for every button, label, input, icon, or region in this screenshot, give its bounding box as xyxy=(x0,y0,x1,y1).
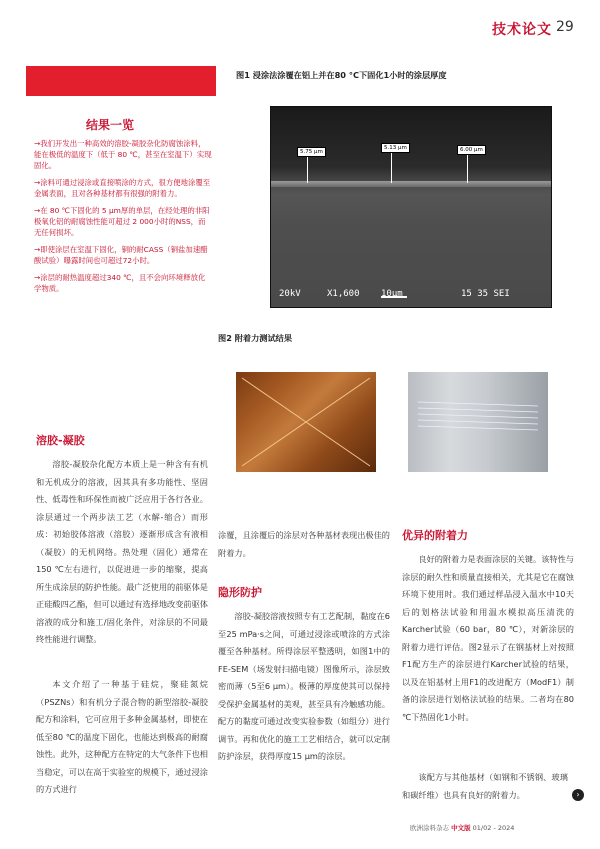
page-header xyxy=(0,0,600,54)
figure2-caption: 图2 附着力测试结果 xyxy=(218,333,293,343)
solgel-paragraph-1: 溶胶-凝胶杂化配方本质上是一种含有有机和无机成分的溶液，因其具有多功能性、坚固性、低毒性和环保性而被广泛应用于各行各业。涂层通过一个两步法工艺（水解-缩合）而形成：初始胶体溶液（溶胶）逐渐形成含有液相（凝胶）的无机网络。热处理（固化）通常在150 ℃左右进行，以促进进一步的缩聚，提高所生成涂层的防护性能。最广泛使用的前驱体是正硅酸四乙酯，但可以通过有选择地改变前驱体溶液的成分和施工/固化条件，对涂层的不同最终性能进行调整。 xyxy=(36,459,208,644)
footer-journal: 欧洲涂料杂志 xyxy=(410,824,449,832)
thickness-label: 6.00 μm xyxy=(457,145,486,155)
stealth-paragraph: 溶胶-凝胶溶液按照专有工艺配制，黏度在6至25 mPa·s之间，可通过浸涂或喷涂的方式涂覆至各种基材。所得涂层平整透明，如图1中的FE-SEM（场发射扫描电镜）图像所示，涂层致密而薄（5至6 μm）。极薄的厚度使其可以保持受保护金属基材的美观，甚至具有冷触感功能。配方的黏度可通过改变实验参数（如组分）进行调节。再和优化的施工工艺相结合，就可以定制防护涂层，获得厚度15 μm的涂层。 xyxy=(218,611,390,761)
adhesion-paragraph-1: 良好的附着力是表面涂层的关键。该特性与涂层的耐久性和质量直接相关，尤其是它在腐蚀环境下使用时。我们通过样品浸入温水中10天后的划格法试验和用温水模拟高压清洗的Karcher试验（60 bar，80 ℃），对新涂层的附着力进行评估。图2显示了在钢基材上对按照F1配方生产的涂层进行Karcher试验的结果，以及在铝基材上用F1的改进配方（ModF1）制备的涂层进行划格法试验的结果。二者均在80 ℃下热固化1小时。 xyxy=(402,554,574,722)
sem-footer xyxy=(271,283,551,303)
summary-item: →在 80 ℃下固化的 5 μm厚的单层，在经处理的非阳极氧化铝的耐腐蚀性能可超过 2 000小时的NSS，而无任何损坏。 xyxy=(34,206,210,237)
page-footer xyxy=(410,823,514,832)
summary-title: 结果一览 xyxy=(86,118,135,132)
sem-scale: 10μm xyxy=(381,289,403,299)
adhesion-paragraph-2: 该配方与其他基材（如钢和不锈钢、玻璃和碳纤维）也具有良好的附着力。 xyxy=(402,772,568,800)
heading-stealth: 隐形防护 xyxy=(218,586,262,599)
crosshatch-test-photo xyxy=(408,372,548,472)
next-page-icon[interactable]: › xyxy=(572,789,584,801)
thickness-label: 5.13 μm xyxy=(381,143,410,153)
footer-issue: 01/02 - 2024 xyxy=(472,824,515,832)
crosshatch-lines xyxy=(408,372,548,472)
summary-item: →即使涂层在室温下固化，铜的耐CASS（铜盐加速醋酸试验）曝露时间也可超过72小时。 xyxy=(34,245,208,265)
measure-line xyxy=(307,153,308,183)
summary-list xyxy=(34,138,212,300)
figure1-caption: 图1 浸涂法涂覆在铝上并在80 °C下固化1小时的涂层厚度 xyxy=(236,70,447,80)
sem-image xyxy=(270,106,552,308)
summary-item: →涂料可通过浸涂或直接喷涂的方式，很方便地涂覆至金属表面，且对各种基材都有很强的附着力。 xyxy=(34,178,211,198)
measure-line xyxy=(467,151,468,183)
karcher-test-photo xyxy=(236,372,376,472)
sem-kv: 20kV xyxy=(279,289,301,299)
column2-continuation: 涂覆，且涂覆后的涂层对各种基材表现出极佳的附着力。 xyxy=(218,530,390,558)
heading-adhesion: 优异的附着力 xyxy=(402,529,468,542)
scratch-lines xyxy=(236,372,376,472)
coating-layer xyxy=(271,181,551,187)
sem-mag: X1,600 xyxy=(327,289,360,299)
thickness-label: 5.75 μm xyxy=(297,147,326,157)
heading-solgel: 溶胶-凝胶 xyxy=(36,434,85,447)
solgel-paragraph-2: 本文介绍了一种基于硅烷，聚硅氮烷（PSZNs）和有机分子混合物的新型溶胶-凝胶配方和涂料，它可应用于多种金属基材，即使在低至80 ℃的温度下固化，也能达到极高的耐腐蚀性。此外，这种配方在特定的大气条件下也相当稳定，可以在高于实验室的规模下，通过浸涂的方式进行 xyxy=(36,679,208,794)
summary-item: →我们开发出一种高效的溶胶-凝胶杂化防腐蚀涂料，能在极低的温度下（低于 80 ℃，甚至在室温下）实现固化。 xyxy=(34,139,212,170)
summary-item: →涂层的耐热温度超过340 ℃，且不会向环境释放化学物质。 xyxy=(34,273,206,293)
section-title: 技术论文 xyxy=(492,22,552,38)
sem-info: 15 35 SEI xyxy=(461,289,510,299)
measure-line xyxy=(391,149,392,183)
footer-lang: 中文版 xyxy=(451,824,471,832)
page-number: 29 xyxy=(556,19,574,35)
